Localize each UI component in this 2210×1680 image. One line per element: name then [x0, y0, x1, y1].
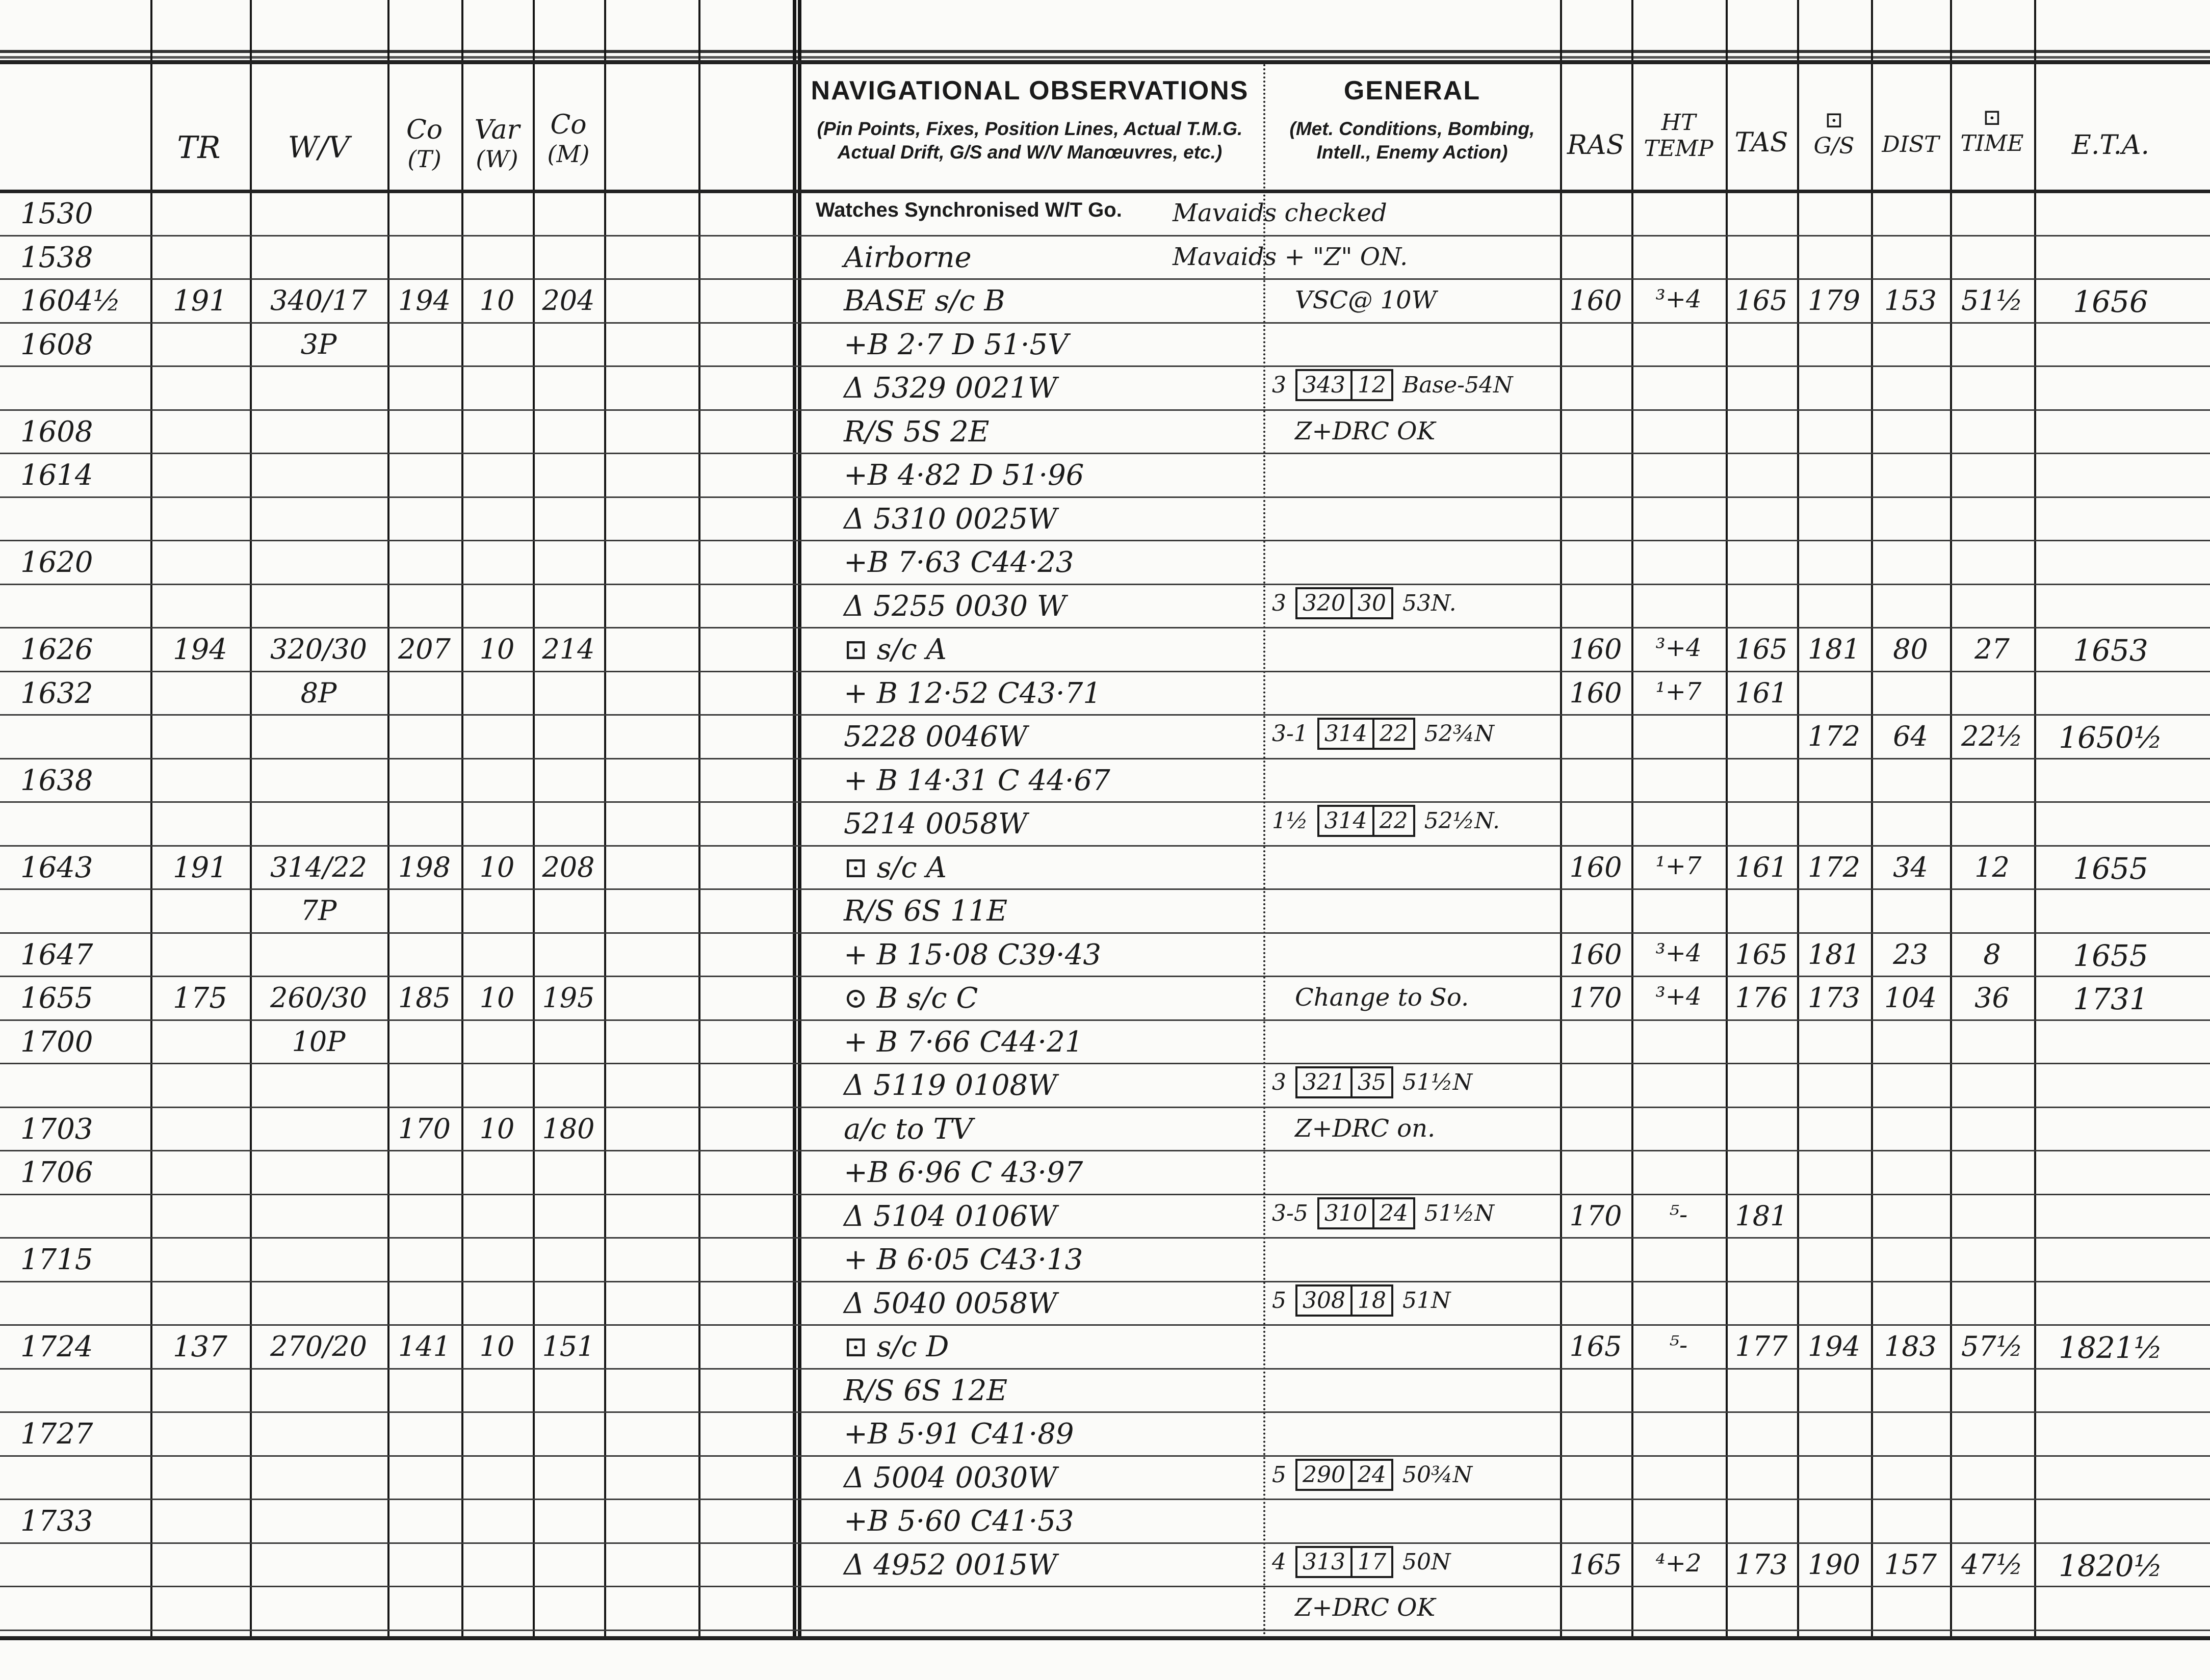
- cell-tas: 176: [1735, 982, 1788, 1014]
- cell-ht: ⁴+2: [1655, 1548, 1702, 1578]
- cell-co-m: 195: [542, 982, 595, 1014]
- cell-ras: 160: [1569, 676, 1622, 709]
- cell-nav: + B 15·08 C39·43: [844, 938, 1101, 972]
- row-rule: [0, 1194, 2210, 1195]
- cell-dist: 64: [1893, 720, 1928, 752]
- cell-nav: +B 2·7 D 51·5V: [844, 328, 1069, 361]
- row-rule: [0, 976, 2210, 977]
- row-rule: [0, 365, 2210, 367]
- cell-general: Z+DRC on.: [1295, 1114, 1436, 1143]
- cell-nav: +B 5·91 C41·89: [844, 1418, 1074, 1451]
- cell-gs: 172: [1807, 720, 1861, 752]
- general-pre: 5: [1272, 1461, 1286, 1488]
- column-line: [150, 0, 152, 1640]
- general-box-direction: 313: [1295, 1546, 1353, 1578]
- cell-eta: 1820½: [2059, 1548, 2163, 1583]
- cell-gs: 190: [1807, 1548, 1861, 1581]
- cell-ptime: 8: [1983, 938, 2001, 970]
- cell-general: Mavaids checked: [1173, 199, 1387, 227]
- header-nav-title: NAVIGATIONAL OBSERVATIONS: [811, 76, 1249, 106]
- column-line: [250, 0, 252, 1640]
- header-temp: TEMP: [1644, 136, 1713, 162]
- cell-dist: 34: [1893, 851, 1928, 883]
- general-pre: 1½: [1272, 808, 1308, 834]
- cell-general: Mavaids + "Z" ON.: [1173, 242, 1408, 271]
- cell-ras: 170: [1569, 982, 1622, 1014]
- header-var-bottom: (W): [476, 145, 518, 173]
- cell-ht: ³+4: [1655, 982, 1702, 1011]
- column-line: [1263, 64, 1267, 1640]
- top-rule-2: [0, 56, 2210, 59]
- header-co-t-top: Co: [406, 115, 443, 145]
- cell-time: 1706: [20, 1156, 93, 1189]
- cell-co-m: 180: [542, 1112, 595, 1145]
- cell-general: Change to So.: [1295, 983, 1469, 1012]
- cell-tr: 191: [173, 851, 227, 884]
- cell-co-t: 198: [398, 851, 451, 883]
- cell-time: 1715: [20, 1243, 93, 1276]
- cell-nav: ⊡ s/c A: [844, 633, 947, 666]
- row-rule: [0, 1499, 2210, 1500]
- cell-tas: 173: [1735, 1548, 1788, 1581]
- general-pre: 3: [1272, 1069, 1286, 1095]
- cell-ptime: 27: [1974, 633, 2010, 665]
- general-post: Base-54N: [1402, 372, 1513, 398]
- cell-nav: 5214 0058W: [844, 807, 1028, 841]
- cell-dist: 157: [1884, 1548, 1937, 1581]
- row-rule: [0, 1063, 2210, 1064]
- cell-time: 1538: [20, 241, 93, 274]
- cell-wv: 260/30: [270, 982, 367, 1014]
- cell-time: 1608: [20, 415, 93, 449]
- general-post: 50¾N: [1402, 1461, 1473, 1488]
- header-gs-label: G/S: [1813, 133, 1855, 159]
- cell-general-wind: [1272, 1287, 1460, 1314]
- row-rule: [0, 1107, 2210, 1108]
- general-box-direction: 314: [1317, 718, 1374, 750]
- cell-gs: 172: [1807, 851, 1861, 883]
- cell-nav: +B 4·82 D 51·96: [844, 459, 1084, 492]
- column-line: [1950, 0, 1952, 1640]
- column-line: [798, 0, 801, 1640]
- cell-nav: ⊡ s/c A: [844, 851, 947, 884]
- cell-ras: 160: [1569, 633, 1622, 665]
- header-general: [1264, 75, 1560, 163]
- cell-gs: 181: [1807, 938, 1861, 970]
- top-rule: [0, 50, 2210, 53]
- header-co-t: [387, 115, 461, 173]
- table-rule: [0, 60, 2210, 64]
- cell-var: 10: [479, 982, 515, 1014]
- header-co-m: [533, 110, 604, 168]
- cell-ptime: 57½: [1961, 1330, 2023, 1362]
- header-gs: [1797, 107, 1871, 159]
- cell-nav: + B 14·31 C 44·67: [844, 764, 1110, 797]
- row-rule: [0, 627, 2210, 628]
- general-box-speed: 22: [1374, 805, 1415, 837]
- header-dist: DIST: [1882, 132, 1939, 158]
- cell-gs: 181: [1807, 633, 1861, 665]
- row-rule: [0, 540, 2210, 541]
- cell-nav: R/S 6S 12E: [844, 1374, 1008, 1407]
- cell-nav: Δ 5310 0025W: [844, 502, 1057, 536]
- general-box-speed: 17: [1353, 1546, 1393, 1578]
- cell-dist: 80: [1893, 633, 1928, 665]
- cell-var: 10: [479, 633, 515, 665]
- row-rule: [0, 278, 2210, 280]
- row-rule: [0, 1237, 2210, 1239]
- row-rule: [0, 801, 2210, 803]
- cell-time: 1626: [20, 633, 93, 666]
- cell-nav: Δ 5119 0108W: [844, 1069, 1057, 1102]
- header-var-top: Var: [474, 115, 520, 145]
- general-post: 51½N: [1402, 1069, 1473, 1095]
- cell-general-wind: [1272, 723, 1503, 745]
- header-gs-symbol: ⊡: [1825, 107, 1843, 133]
- header-general-sub2: Intell., Enemy Action): [1316, 142, 1508, 163]
- cell-ras: 165: [1569, 1330, 1622, 1362]
- cell-dist: 104: [1884, 982, 1937, 1014]
- general-pre: 5: [1272, 1287, 1286, 1314]
- cell-wv: 7P: [300, 895, 337, 927]
- cell-tas: 165: [1735, 284, 1788, 317]
- cell-var: 10: [479, 851, 515, 883]
- general-box-direction: 320: [1295, 587, 1353, 619]
- table-rule: [0, 190, 2210, 193]
- cell-wv: 314/22: [270, 851, 367, 883]
- general-pre: 4: [1272, 1548, 1286, 1575]
- cell-nav: +B 6·96 C 43·97: [844, 1156, 1083, 1189]
- column-line: [2034, 0, 2036, 1640]
- cell-time: 1620: [20, 546, 93, 579]
- general-box-direction: 314: [1317, 805, 1374, 837]
- general-box-speed: 24: [1353, 1459, 1393, 1491]
- cell-time: 1733: [20, 1505, 93, 1538]
- cell-gs: 173: [1807, 982, 1861, 1014]
- column-line: [1560, 0, 1562, 1640]
- general-box-speed: 18: [1353, 1284, 1393, 1317]
- cell-nav: + B 6·05 C43·13: [844, 1243, 1083, 1276]
- row-rule: [0, 1630, 2210, 1631]
- column-line: [387, 0, 389, 1640]
- column-line: [604, 0, 606, 1640]
- header-nav-sub1: (Pin Points, Fixes, Position Lines, Actual T.M.G.: [817, 118, 1243, 139]
- cell-eta: 1653: [2073, 633, 2148, 668]
- cell-ras: 170: [1569, 1199, 1622, 1232]
- header-time-label: TIME: [1960, 130, 2024, 156]
- general-pre: 3-5: [1272, 1200, 1308, 1226]
- cell-ht: ³+4: [1655, 634, 1702, 662]
- cell-dist: 183: [1884, 1330, 1937, 1362]
- header-eta: E.T.A.: [2071, 130, 2150, 161]
- header-general-title: GENERAL: [1343, 76, 1481, 106]
- general-box-direction: 308: [1295, 1284, 1353, 1317]
- cell-ptime: 36: [1974, 982, 2010, 1014]
- cell-nav: + B 12·52 C43·71: [844, 676, 1101, 710]
- general-box-speed: 35: [1353, 1066, 1393, 1098]
- column-line: [1726, 0, 1728, 1640]
- row-rule: [0, 1586, 2210, 1587]
- row-rule: [0, 584, 2210, 585]
- general-box-speed: 24: [1374, 1197, 1415, 1229]
- cell-gs: 179: [1807, 284, 1861, 317]
- general-post: 53N.: [1402, 590, 1457, 616]
- cell-dist: 23: [1893, 938, 1928, 970]
- cell-nav: Δ 4952 0015W: [844, 1548, 1057, 1582]
- row-rule: [0, 322, 2210, 324]
- cell-nav: Δ 5329 0021W: [844, 372, 1057, 405]
- cell-eta: 1655: [2073, 851, 2148, 886]
- header-var: [461, 115, 533, 173]
- header-general-sub1: (Met. Conditions, Bombing,: [1289, 118, 1535, 139]
- header-ras: RAS: [1567, 130, 1625, 161]
- cell-ht: ⁵-: [1669, 1331, 1688, 1359]
- column-line: [698, 0, 700, 1640]
- cell-var: 10: [479, 1112, 515, 1145]
- cell-nav: R/S 5S 2E: [844, 415, 990, 449]
- cell-time: 1632: [20, 676, 93, 710]
- cell-tas: 165: [1735, 633, 1788, 665]
- cell-general-wind: [1272, 1548, 1460, 1575]
- cell-nav: Airborne: [844, 241, 972, 274]
- cell-ht: ³+4: [1655, 285, 1702, 313]
- cell-time: 1530: [20, 197, 93, 230]
- row-rule: [0, 888, 2210, 890]
- header-co-t-bottom: (T): [407, 145, 441, 173]
- cell-tas: 177: [1735, 1330, 1788, 1362]
- cell-nav: 5228 0046W: [844, 720, 1028, 753]
- cell-nav: Watches Synchronised W/T Go.: [816, 199, 1122, 221]
- cell-co-m: 214: [542, 633, 595, 665]
- cell-general-wind: [1272, 1461, 1481, 1488]
- cell-co-t: 194: [398, 284, 451, 317]
- cell-time: 1614: [20, 459, 93, 492]
- cell-ras: 160: [1569, 851, 1622, 883]
- cell-nav: Δ 5040 0058W: [844, 1287, 1057, 1320]
- cell-ht: ⁵-: [1669, 1200, 1688, 1229]
- cell-wv: 320/30: [270, 633, 367, 665]
- row-rule: [0, 235, 2210, 237]
- cell-general-wind: [1272, 810, 1509, 832]
- cell-ras: 165: [1569, 1548, 1622, 1581]
- row-rule: [0, 845, 2210, 847]
- general-pre: 3-1: [1272, 721, 1308, 747]
- cell-ht: ¹+7: [1655, 677, 1702, 706]
- cell-ptime: 47½: [1961, 1548, 2023, 1581]
- cell-co-t: 207: [398, 633, 451, 665]
- general-box-direction: 321: [1295, 1066, 1353, 1098]
- row-rule: [0, 932, 2210, 934]
- cell-time: 1604½: [20, 284, 121, 318]
- row-rule: [0, 409, 2210, 411]
- cell-tr: 175: [173, 982, 227, 1015]
- general-box-direction: 343: [1295, 369, 1353, 401]
- header-co-m-top: Co: [550, 110, 587, 140]
- cell-general-wind: [1272, 374, 1522, 397]
- cell-tas: 161: [1735, 676, 1788, 709]
- header-ht-temp: [1631, 110, 1726, 162]
- cell-gs: 194: [1807, 1330, 1861, 1362]
- cell-tas: 161: [1735, 851, 1788, 883]
- cell-time: 1608: [20, 328, 93, 361]
- cell-ptime: 12: [1974, 851, 2010, 883]
- cell-tr: 137: [173, 1330, 227, 1363]
- cell-general: Z+DRC OK: [1295, 416, 1436, 445]
- header-nav-sub2: Actual Drift, G/S and W/V Manœuvres, etc.): [837, 142, 1223, 163]
- cell-general-wind: [1272, 592, 1466, 615]
- general-box-speed: 22: [1374, 718, 1415, 750]
- cell-eta: 1656: [2073, 284, 2148, 319]
- cell-ptime: 51½: [1961, 284, 2023, 317]
- general-post: 51N: [1402, 1287, 1451, 1314]
- header-time-symbol: ⊡: [1983, 104, 2001, 130]
- column-line: [461, 0, 463, 1640]
- cell-eta: 1655: [2073, 938, 2148, 973]
- cell-nav: +B 7·63 C44·23: [844, 546, 1074, 579]
- cell-var: 10: [479, 1330, 515, 1362]
- header-tas: TAS: [1734, 127, 1788, 158]
- cell-co-t: 170: [398, 1112, 451, 1145]
- cell-ras: 160: [1569, 938, 1622, 970]
- row-rule: [0, 453, 2210, 454]
- column-line: [793, 0, 796, 1640]
- header-nav: [798, 75, 1262, 163]
- cell-eta: 1821½: [2059, 1330, 2163, 1365]
- cell-time: 1655: [20, 982, 93, 1015]
- header-wv: W/V: [288, 130, 350, 165]
- cell-time: 1724: [20, 1330, 93, 1363]
- general-post: 50N: [1402, 1548, 1451, 1575]
- cell-wv: 340/17: [270, 284, 367, 317]
- cell-var: 10: [479, 284, 515, 317]
- row-rule: [0, 1150, 2210, 1151]
- general-pre: 3: [1272, 372, 1286, 398]
- cell-time: 1727: [20, 1418, 93, 1451]
- cell-wv: 270/20: [270, 1330, 367, 1362]
- row-rule: [0, 1324, 2210, 1326]
- row-rule: [0, 1368, 2210, 1370]
- cell-nav: + B 7·66 C44·21: [844, 1025, 1083, 1059]
- cell-eta: 1650½: [2059, 720, 2163, 755]
- general-box-speed: 12: [1353, 369, 1393, 401]
- column-line: [533, 0, 535, 1640]
- cell-wv: 8P: [300, 676, 337, 709]
- cell-general-wind: [1272, 1071, 1481, 1094]
- column-line: [1797, 0, 1799, 1640]
- cell-nav: Δ 5104 0106W: [844, 1199, 1057, 1233]
- cell-general-wind: [1272, 1202, 1503, 1225]
- cell-co-m: 208: [542, 851, 595, 883]
- cell-general: VSC@ 10W: [1295, 286, 1437, 314]
- general-pre: 3: [1272, 590, 1286, 616]
- row-rule: [0, 1455, 2210, 1457]
- cell-time: 1700: [20, 1025, 93, 1059]
- cell-nav: +B 5·60 C41·53: [844, 1505, 1074, 1538]
- header-co-m-bottom: (M): [547, 140, 590, 168]
- cell-tr: 194: [173, 633, 227, 666]
- row-rule: [0, 1411, 2210, 1413]
- cell-ht: ¹+7: [1655, 851, 1702, 880]
- cell-dist: 153: [1884, 284, 1937, 317]
- cell-eta: 1731: [2073, 982, 2148, 1016]
- row-rule: [0, 671, 2210, 672]
- cell-general: Z+DRC OK: [1295, 1593, 1436, 1622]
- cell-nav: Δ 5255 0030 W: [844, 589, 1067, 623]
- general-post: 51½N: [1424, 1200, 1494, 1226]
- cell-co-m: 204: [542, 284, 595, 317]
- row-rule: [0, 1019, 2210, 1021]
- cell-time: 1643: [20, 851, 93, 884]
- general-post: 52¾N: [1424, 721, 1494, 747]
- row-rule: [0, 1281, 2210, 1282]
- cell-nav: a/c to TV: [844, 1112, 973, 1146]
- header-time: [1950, 104, 2034, 156]
- row-rule: [0, 758, 2210, 759]
- header-tr: TR: [177, 130, 221, 166]
- cell-time: 1703: [20, 1112, 93, 1146]
- general-box-speed: 30: [1353, 587, 1393, 619]
- cell-ht: ³+4: [1655, 938, 1702, 967]
- cell-time: 1647: [20, 938, 93, 972]
- column-line: [1871, 0, 1873, 1640]
- cell-co-m: 151: [542, 1330, 595, 1362]
- row-rule: [0, 714, 2210, 716]
- cell-nav: Δ 5004 0030W: [844, 1461, 1057, 1494]
- row-rule: [0, 496, 2210, 498]
- cell-tas: 165: [1735, 938, 1788, 970]
- cell-wv: 3P: [300, 328, 337, 360]
- cell-nav: BASE s/c B: [844, 284, 1005, 318]
- cell-tr: 191: [173, 284, 227, 318]
- row-rule: [0, 1542, 2210, 1544]
- cell-wv: 10P: [292, 1025, 346, 1058]
- cell-time: 1638: [20, 764, 93, 797]
- cell-nav: ⊡ s/c D: [844, 1330, 949, 1363]
- cell-co-t: 141: [398, 1330, 451, 1362]
- header-ht: HT: [1661, 110, 1696, 136]
- cell-ras: 160: [1569, 284, 1622, 317]
- cell-ptime: 22½: [1961, 720, 2023, 752]
- cell-tas: 181: [1735, 1199, 1788, 1232]
- cell-nav: R/S 6S 11E: [844, 895, 1008, 928]
- table-rule: [0, 1636, 2210, 1640]
- general-box-direction: 310: [1317, 1197, 1374, 1229]
- cell-nav: ⊙ B s/c C: [844, 982, 978, 1015]
- general-post: 52½N.: [1424, 808, 1500, 834]
- cell-co-t: 185: [398, 982, 451, 1014]
- column-line: [1631, 0, 1633, 1640]
- general-box-direction: 290: [1295, 1459, 1353, 1491]
